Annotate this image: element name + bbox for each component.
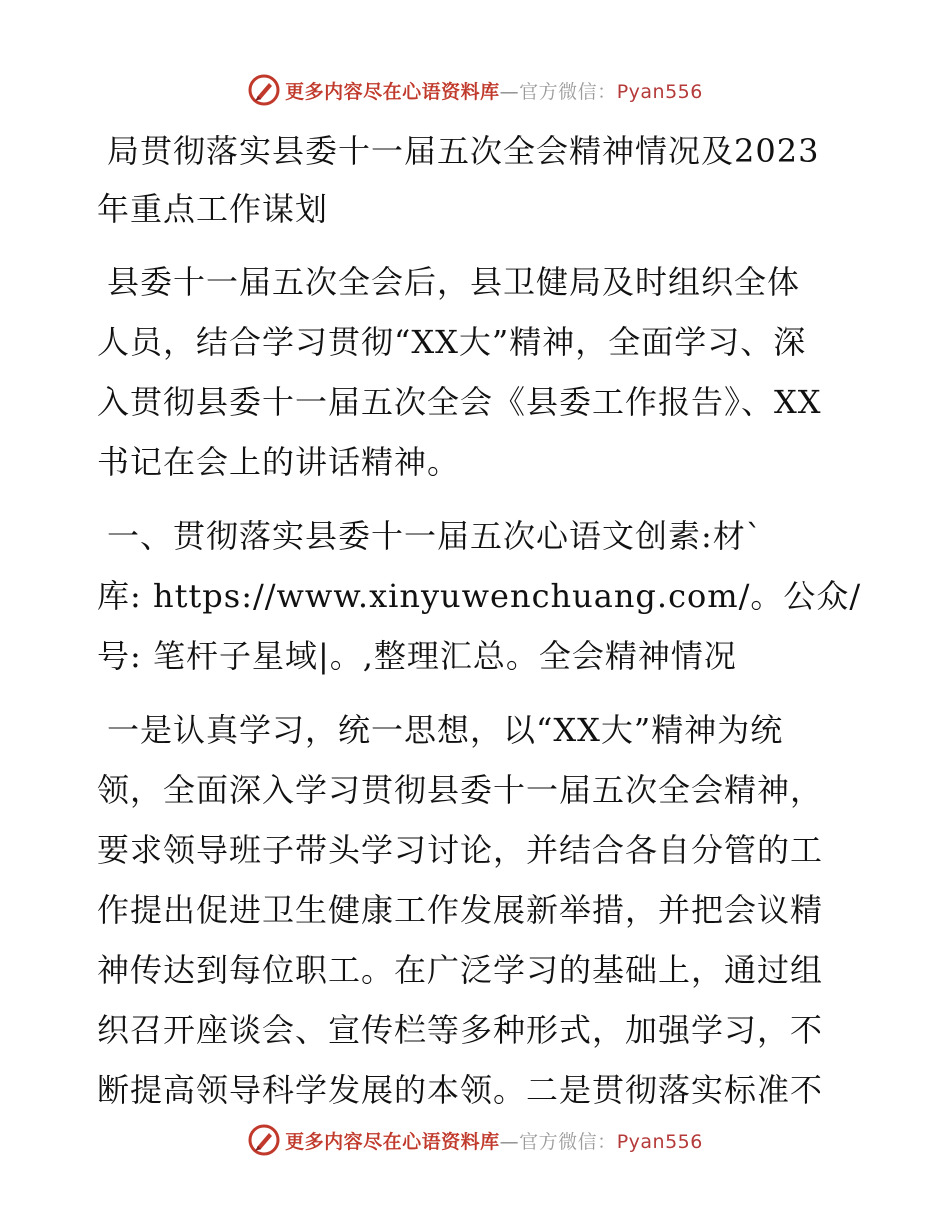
text-line: 书记在会上的讲话精神。 bbox=[97, 443, 461, 481]
document-body bbox=[97, 122, 862, 1120]
watermark-text bbox=[285, 77, 703, 104]
watermark-separator: — bbox=[499, 1130, 520, 1153]
paragraph-intro bbox=[97, 252, 857, 492]
text-line: 一、贯彻落实县委十一届五次心语文创素:材` bbox=[107, 517, 763, 555]
text-line: 号: 笔杆子星域|。,整理汇总。全会精神情况 bbox=[97, 637, 737, 675]
watermark-handle: Pyan556 bbox=[616, 80, 703, 103]
text-line: 织召开座谈会、宣传栏等多种形式，加强学习，不 bbox=[97, 1011, 824, 1049]
text-line: 领，全面深入学习贯彻县委十一届五次全会精神， bbox=[97, 771, 824, 809]
text-line: 断提高领导科学发展的本领。二是贯彻落实标准不 bbox=[97, 1071, 824, 1109]
document-title bbox=[97, 122, 857, 238]
watermark-brand: 更多内容尽在心语资料库 bbox=[285, 1130, 500, 1153]
watermark-text bbox=[285, 1127, 703, 1154]
paragraph-details bbox=[97, 700, 857, 1120]
watermark-wechat-label: 官方微信： bbox=[519, 80, 617, 103]
text-line: 库: https://www.xinyuwenchuang.com/。公众/ bbox=[97, 577, 862, 615]
text-line: 神传达到每位职工。在广泛学习的基础上，通过组 bbox=[97, 951, 824, 989]
title-line: 年重点工作谋划 bbox=[97, 190, 329, 228]
watermark-handle: Pyan556 bbox=[616, 1130, 703, 1153]
watermark-brand: 更多内容尽在心语资料库 bbox=[285, 80, 500, 103]
footer-watermark bbox=[0, 1120, 950, 1160]
text-line: 入贯彻县委十一届五次全会《县委工作报告》、XX bbox=[97, 383, 822, 421]
text-line: 要求领导班子带头学习讨论，并结合各自分管的工 bbox=[97, 831, 824, 869]
title-line: 局贯彻落实县委十一届五次全会精神情况及2023 bbox=[107, 132, 820, 170]
paragraph-section-one bbox=[97, 506, 862, 686]
text-line: 作提出促进卫生健康工作发展新举措，并把会议精 bbox=[97, 891, 824, 929]
pen-seal-icon bbox=[247, 73, 281, 107]
header-watermark bbox=[0, 70, 950, 110]
watermark-wechat-label: 官方微信： bbox=[519, 1130, 617, 1153]
watermark-separator: — bbox=[499, 80, 520, 103]
text-line: 人员，结合学习贯彻“XX大”精神，全面学习、深 bbox=[97, 323, 807, 361]
pen-seal-icon bbox=[247, 1123, 281, 1157]
text-line: 一是认真学习，统一思想，以“XX大”精神为统 bbox=[107, 711, 784, 749]
text-line: 县委十一届五次全会后，县卫健局及时组织全体 bbox=[107, 263, 801, 301]
